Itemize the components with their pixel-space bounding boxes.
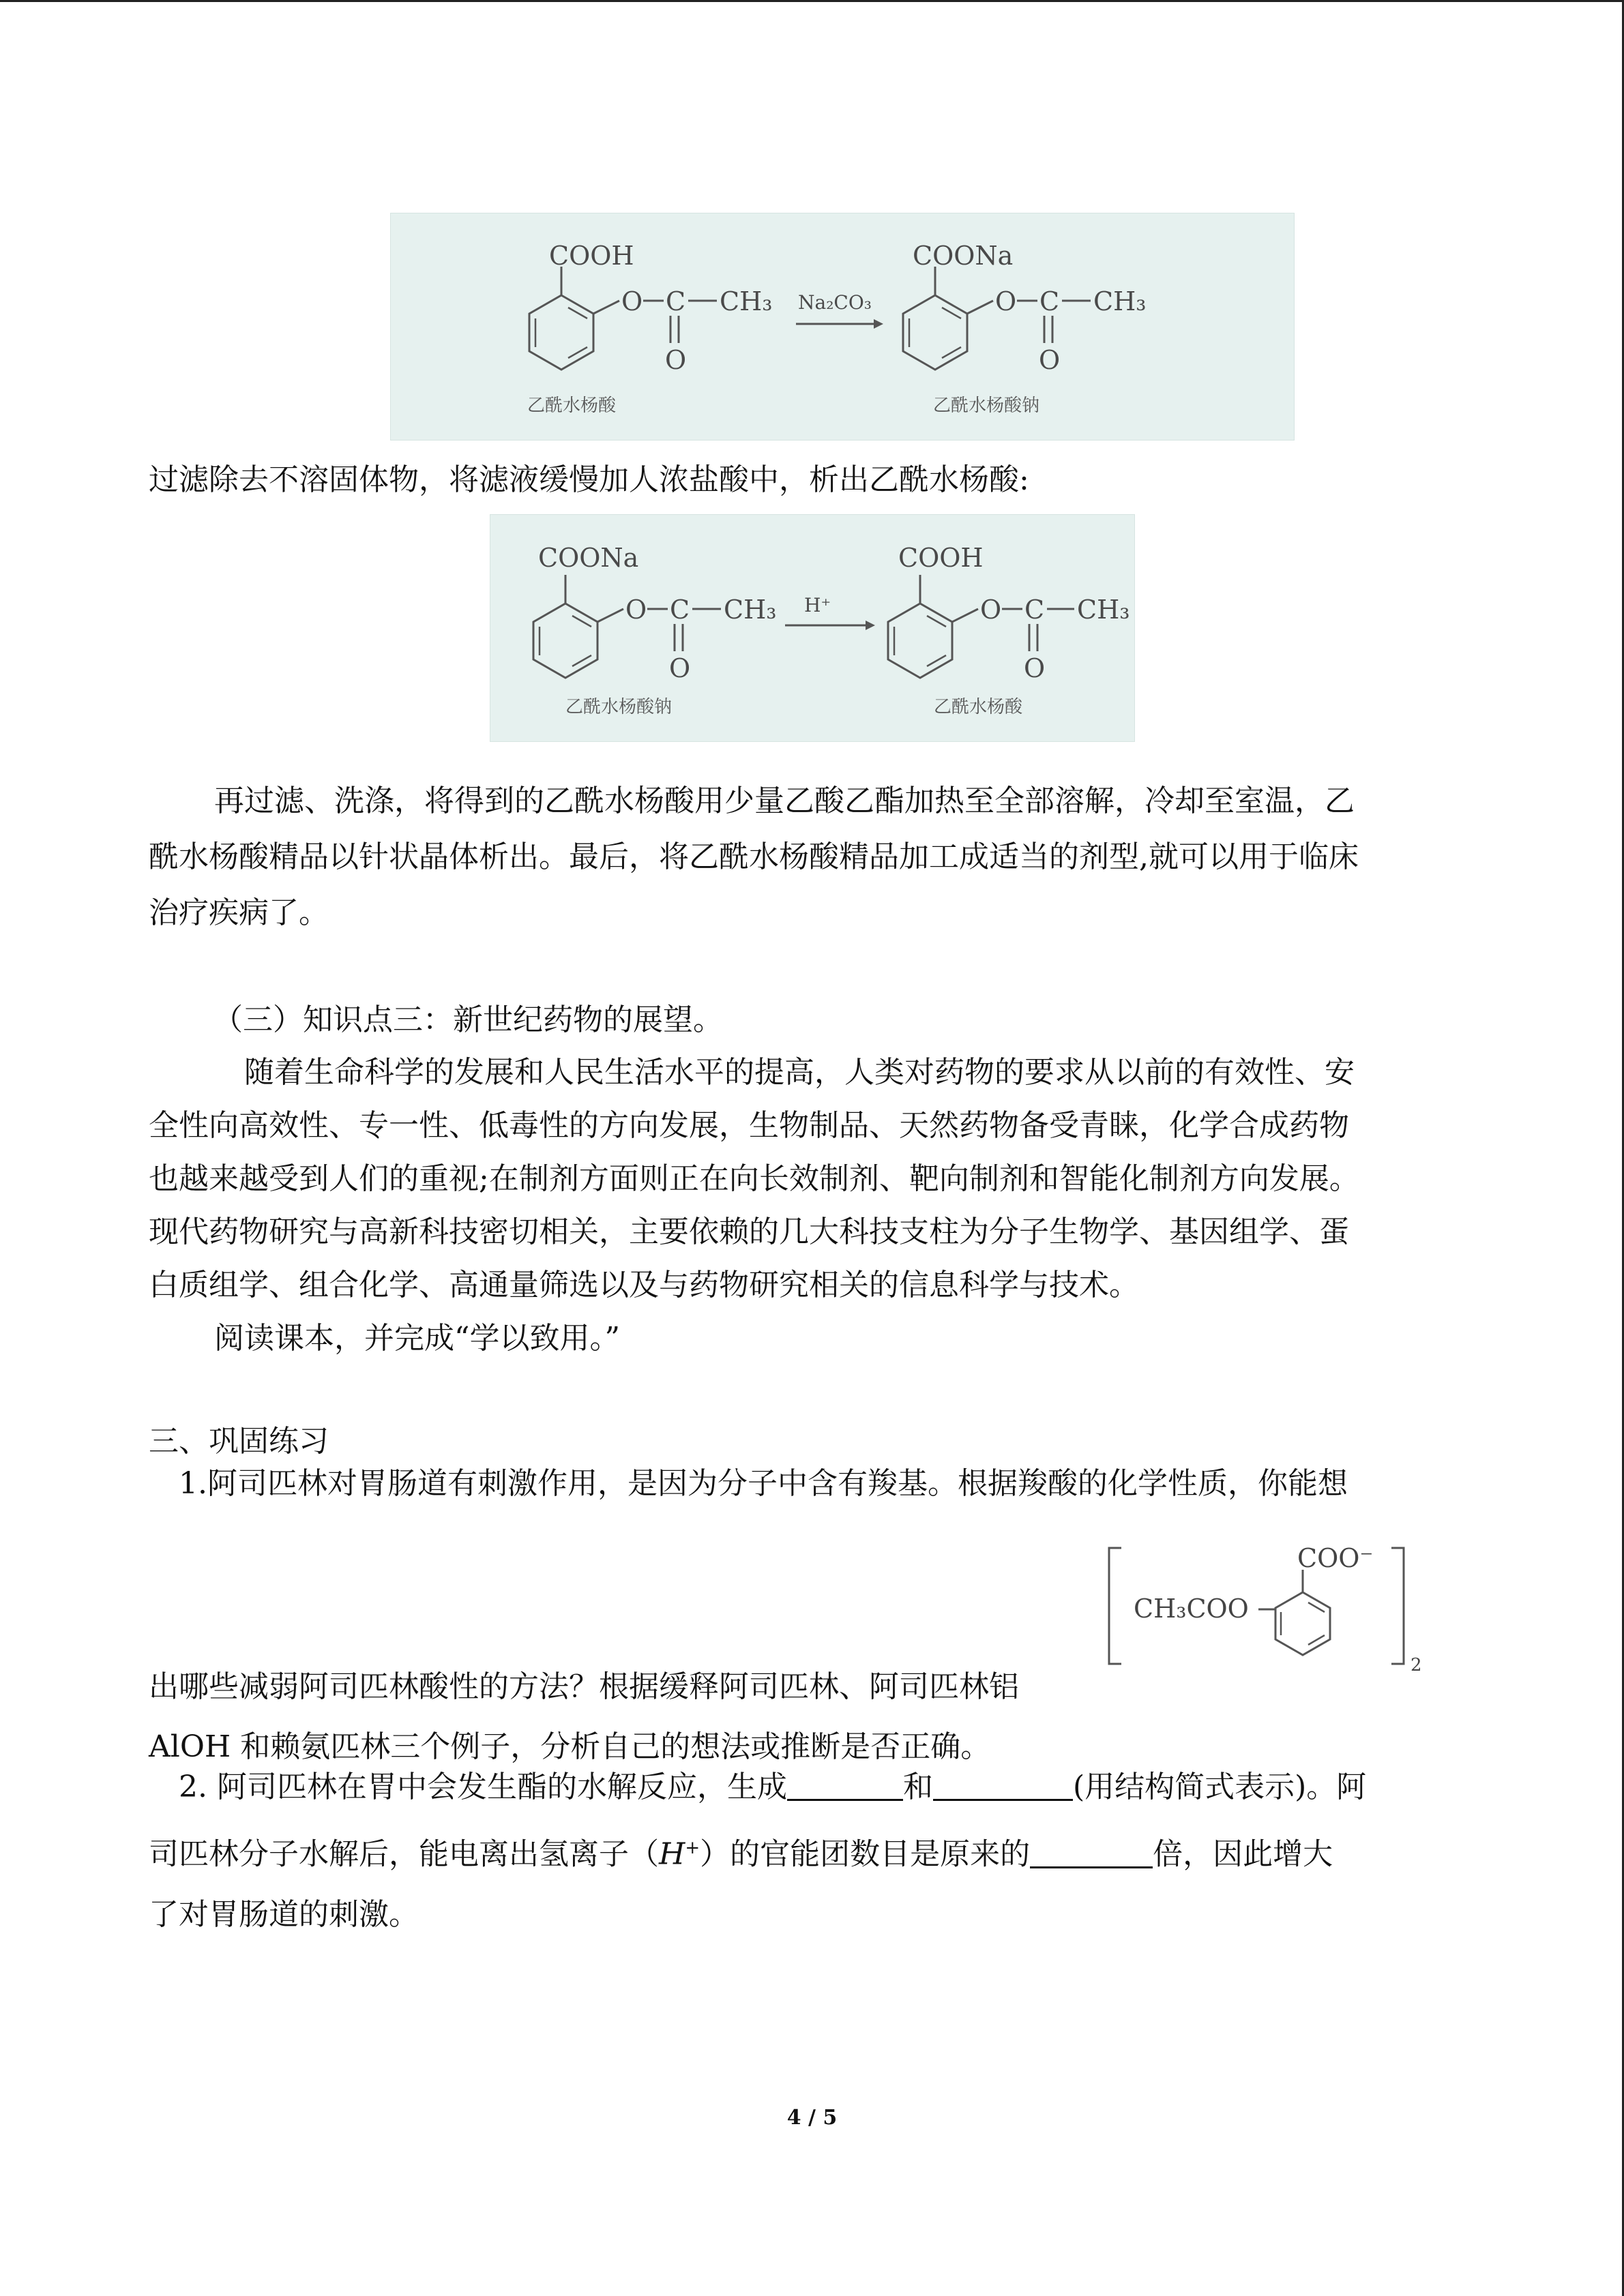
svg-text:O: O [665,345,687,375]
question-2-line-1: 2. 阿司匹林在胃中会发生酯的水解反应，生成 和 (用结构简式表示)。阿 [179,1770,1367,1804]
section-heading-knowledge-3: （三）知识点三：新世纪药物的展望。 [213,1002,723,1037]
svg-text:O: O [980,595,1002,625]
answer-blank-2[interactable] [933,1772,1073,1801]
question-2-line-2: 司匹林分子水解后，能电离出氢离子（H+）的官能团数目是原来的 倍，因此增大 [149,1836,1333,1872]
svg-text:O: O [621,286,643,316]
page-border-top [0,0,1624,2]
scheme-1-reagent: Na₂CO₃ [798,291,872,314]
answer-blank-1[interactable] [787,1772,903,1801]
salt-anion: COO⁻ [1297,1543,1374,1573]
scheme-2-reagent: H⁺ [804,594,831,616]
svg-text:CH₃: CH₃ [1077,595,1130,625]
answer-blank-3[interactable] [1030,1839,1153,1868]
svg-text:CH₃: CH₃ [1093,286,1147,316]
svg-text:C: C [1039,286,1060,316]
scheme-1-product-group: COONa [913,241,1014,271]
svg-text:C: C [670,595,690,625]
svg-text:CH₃: CH₃ [720,286,773,316]
scheme-2-drawing [490,515,1134,741]
filter-instruction: 过滤除去不溶固体物，将滤液缓慢加人浓盐酸中，析出乙酰水杨酸: [149,462,1029,497]
svg-text:C: C [666,286,686,316]
scheme-1-product-name: 乙酰水杨酸钠 [933,396,1040,416]
question-1-line-3: AlOH 和赖氨匹林三个例子，分析自己的想法或推断是否正确。 [149,1729,991,1764]
salt-left-group: CH₃COO [1134,1594,1249,1624]
salt-subscript: 2 [1411,1655,1422,1675]
svg-text:O: O [625,595,647,625]
section-heading-exercises: 三、巩固练习 [149,1424,329,1459]
hydrogen-ion: H [659,1836,685,1872]
scheme-2-product-group: COOH [898,543,984,573]
outlook-paragraph: 随着生命科学的发展和人民生活水平的提高，人类对药物的要求从以前的有效性、安 全性向高效性、专一性、低毒性的方向发展，生物制品、天然药物备受青睐，化学合成药物 也越来越受到人们的重视;在制剂方面则正在向长效制剂、靶向制剂和智能化制剂方向发展。 现代药物研究与高新科技密切相关，主要依赖的几大科技支柱为分子生物学、基因组学、蛋 白质组学、组合化学、高通量筛选以及与药物研究相关的信息科学与技术。 阅读课本，并完成“学以致用。” [149,1055,1359,1356]
aspirin-salt-formula [1105,1527,1426,1678]
question-2-line-3: 了对胃肠道的刺激。 [149,1897,419,1932]
svg-text:CH₃: CH₃ [724,595,777,625]
svg-text:O: O [995,286,1017,316]
question-1-line-1: 1.阿司匹林对胃肠道有刺激作用，是因为分子中含有羧基。根据羧酸的化学性质，你能想 [179,1466,1348,1501]
svg-text:O: O [1024,653,1046,683]
page-number: 4 / 5 [786,2106,838,2130]
scheme-1-reactant-group: COOH [549,241,634,271]
svg-text:O: O [1039,345,1061,375]
aspirin-salt-drawing [1105,1527,1426,1678]
scheme-2-product-name: 乙酰水杨酸 [934,697,1023,717]
reaction-scheme-1 [390,213,1295,441]
svg-text:C: C [1024,595,1045,625]
scheme-2-reactant-name: 乙酰水杨酸钠 [565,697,673,717]
scheme-2-reactant-group: COONa [538,543,639,573]
reaction-scheme-2 [490,514,1135,742]
question-1-line-2: 出哪些减弱阿司匹林酸性的方法？根据缓释阿司匹林、阿司匹林铝 [149,1669,1019,1704]
svg-text:O: O [669,653,691,683]
scheme-1-reactant-name: 乙酰水杨酸 [527,396,617,416]
recrystallization-paragraph: 再过滤、洗涤，将得到的乙酰水杨酸用少量乙酸乙酯加热至全部溶解，冷却至室温，乙 酰水杨酸精品以针状晶体析出。最后，将乙酰水杨酸精品加工成适当的剂型,就可以用于临床 治疗疾病了。 [149,784,1359,930]
scheme-1-drawing [391,213,1294,440]
